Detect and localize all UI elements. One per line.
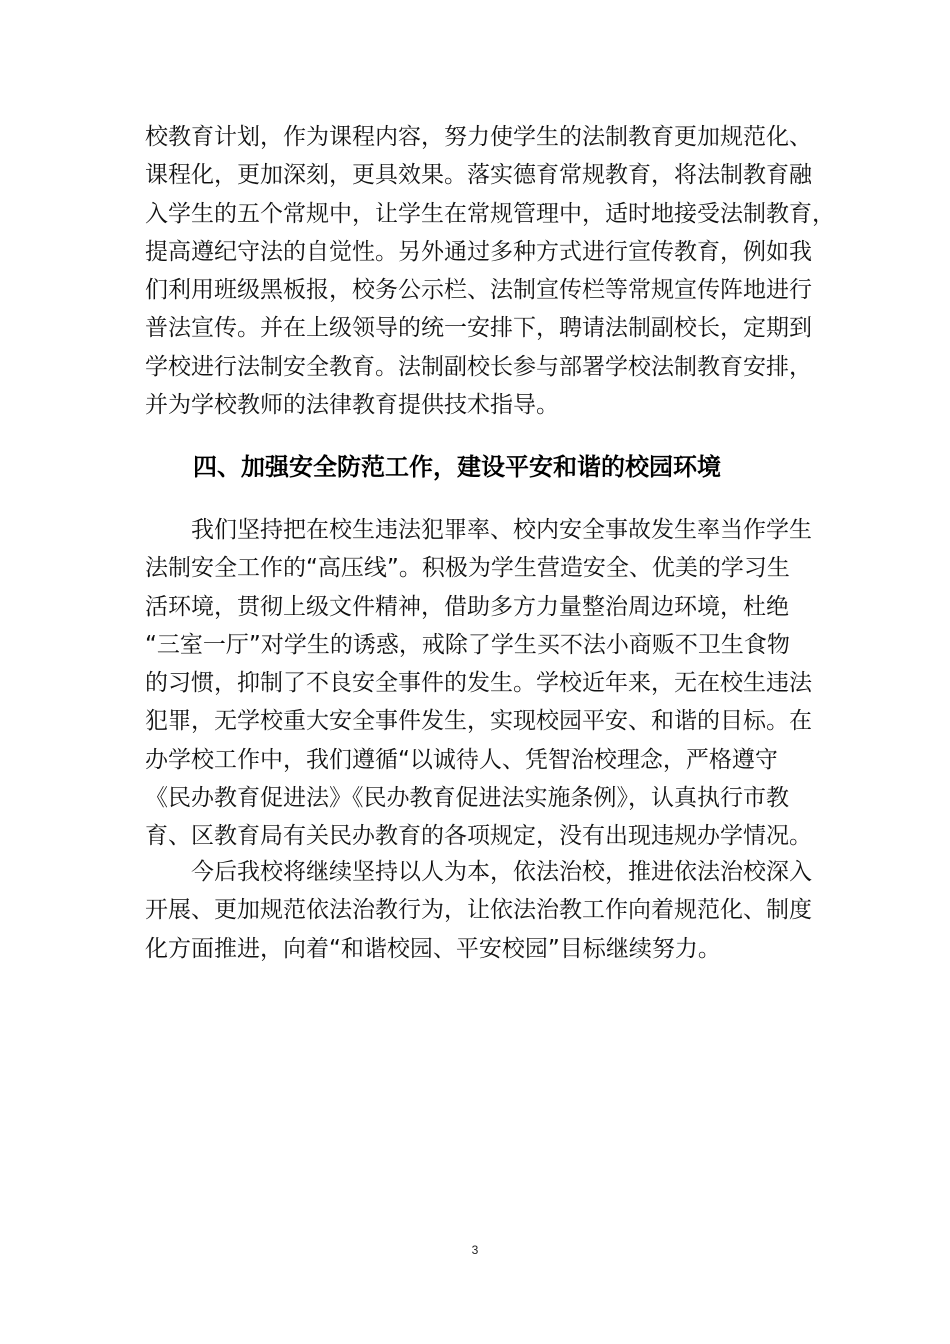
paragraph-safety <box>145 511 815 856</box>
text-line: 并为学校教师的法律教育提供技术指导。 <box>145 392 559 419</box>
text-line: 化方面推进，向着“和谐校园、平安校园”目标继续努力。 <box>145 935 721 962</box>
page-number: 3 <box>471 1243 479 1257</box>
text-line: “三室一厅”对学生的诱惑，戒除了学生买不法小商贩不卫生食物 <box>145 631 790 658</box>
text-line: 提高遵纪守法的自觉性。另外通过多种方式进行宣传教育，例如我 <box>145 238 812 265</box>
text-line: 的习惯，抑制了不良安全事件的发生。学校近年来，无在校生违法 <box>145 670 812 697</box>
text-line: 校教育计划，作为课程内容，努力使学生的法制教育更加规范化、 <box>145 124 812 150</box>
text-line: 育、区教育局有关民办教育的各项规定，没有出现违规办学情况。 <box>145 823 812 850</box>
text-line: 犯罪，无学校重大安全事件发生，实现校园平安、和谐的目标。在 <box>145 708 812 735</box>
text-line: 《民办教育促进法》《民办教育促进法实施条例》，认真执行市教 <box>145 785 789 812</box>
text-line: 学校进行法制安全教育。法制副校长参与部署学校法制教育安排， <box>145 353 812 380</box>
text-line: 入学生的五个常规中，让学生在常规管理中，适时地接受法制教育， <box>145 200 835 227</box>
text-line: 开展、更加规范依法治教行为，让依法治教工作向着规范化、制度 <box>145 897 812 924</box>
text-line: 我们坚持把在校生违法犯罪率、校内安全事故发生率当作学生 <box>145 517 812 543</box>
text-line: 普法宣传。并在上级领导的统一安排下，聘请法制副校长，定期到 <box>145 315 812 342</box>
text-line: 法制安全工作的“高压线”。积极为学生营造安全、优美的学习生 <box>145 555 790 582</box>
text-line: 们利用班级黑板报，校务公示栏、法制宣传栏等常规宣传阵地进行 <box>145 277 812 304</box>
text-line: 活环境，贯彻上级文件精神，借助多方力量整治周边环境，杜绝 <box>145 593 789 620</box>
paragraph-continued <box>145 118 835 424</box>
text-line: 办学校工作中，我们遵循“以诚待人、凭智治校理念，严格遵守 <box>145 746 778 773</box>
text-line: 课程化，更加深刻，更具效果。落实德育常规教育，将法制教育融 <box>145 162 812 189</box>
text-line: 今后我校将继续坚持以人为本，依法治校，推进依法治校深入 <box>145 859 812 885</box>
paragraph-future <box>145 853 815 968</box>
section-heading: 四、加强安全防范工作，建设平安和谐的校园环境 <box>193 453 721 481</box>
